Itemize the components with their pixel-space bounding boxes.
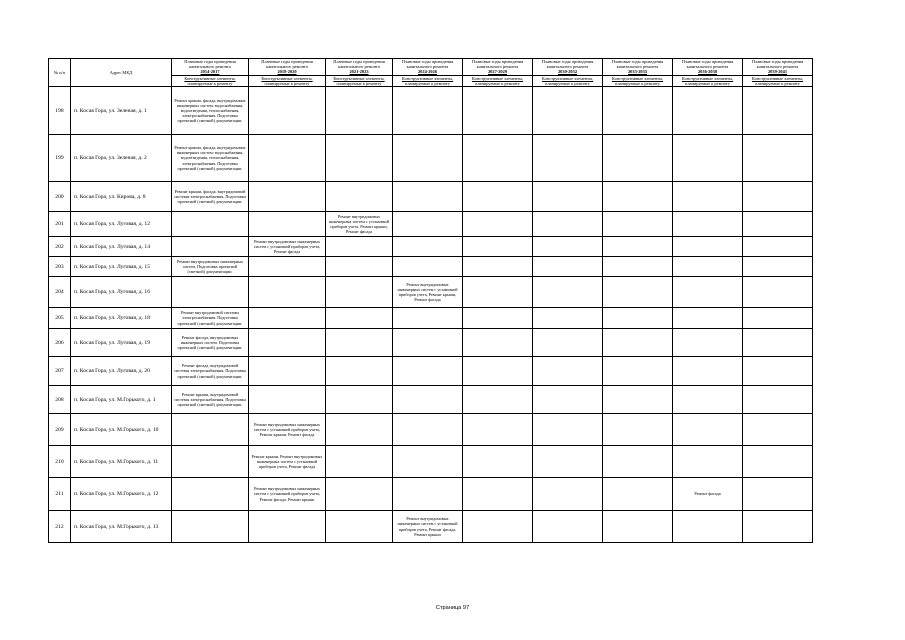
planned-works-cell (603, 329, 673, 357)
planned-works-cell (393, 329, 463, 357)
period-title: Плановые годы проведения капитального ремонта (401, 59, 454, 70)
row-number: 210 (49, 446, 71, 478)
planned-works-cell (326, 446, 393, 478)
planned-works-cell (326, 478, 393, 511)
planned-works-cell (673, 182, 743, 212)
planned-works-cell (673, 329, 743, 357)
row-number: 207 (49, 357, 71, 386)
table-row (49, 237, 813, 257)
planned-works-cell (463, 212, 533, 237)
column-header-period (603, 59, 673, 76)
table-row (49, 511, 813, 543)
planned-works-cell (172, 212, 249, 237)
table-row (49, 478, 813, 511)
planned-works-cell (743, 308, 813, 329)
planned-works-text: Ремонт внутридомовых инженерных систем с установкой приборов учета, Ремонт фасада, Ремонт крыши (253, 486, 321, 502)
planned-works-cell (326, 329, 393, 357)
table-row (49, 277, 813, 308)
row-number: 211 (49, 478, 71, 511)
planned-works-cell (533, 478, 603, 511)
planned-works-text: Ремонт фасада (694, 491, 721, 497)
row-number: 200 (49, 182, 71, 212)
planned-works-cell (393, 237, 463, 257)
period-title: Плановые годы проведения капитального ремонта (751, 59, 804, 70)
planned-works-cell (326, 237, 393, 257)
planned-works-cell (743, 237, 813, 257)
planned-works-cell (673, 357, 743, 386)
planned-works-cell (326, 511, 393, 543)
planned-works-cell (249, 182, 326, 212)
building-address: п. Косая Гора, ул. Луговая, д. 18 (71, 308, 172, 329)
planned-works-cell (172, 446, 249, 478)
planned-works-cell (463, 478, 533, 511)
planned-works-cell (393, 446, 463, 478)
planned-works-cell (249, 212, 326, 237)
column-header-period (172, 59, 249, 76)
planned-works-cell (673, 257, 743, 277)
planned-works-cell (673, 446, 743, 478)
row-number: 201 (49, 212, 71, 237)
period-years: 2018-2020 (277, 69, 297, 75)
planned-works-cell (603, 135, 673, 182)
building-address: п. Косая Гора, ул. Луговая, д. 12 (71, 212, 172, 237)
planned-works-cell (463, 182, 533, 212)
planned-works-cell (603, 237, 673, 257)
planned-works-cell (533, 212, 603, 237)
planned-works-cell (533, 277, 603, 308)
period-years: 2033-2035 (627, 69, 648, 75)
column-header-period (326, 59, 393, 76)
planned-works-cell (326, 257, 393, 277)
building-address: п. Косая Гора, ул. М.Горького, д. 13 (71, 511, 172, 543)
row-number: 199 (49, 135, 71, 182)
planned-works-cell (249, 478, 326, 511)
period-title: Плановые годы проведения капитального ремонта (611, 59, 664, 70)
column-header-period (393, 59, 463, 76)
planned-works-cell (463, 87, 533, 135)
planned-works-text: Ремонт крыши, фасада, внутридомовой системы электроснабжения. Подготовка проектной (сметной) документации. (174, 188, 246, 205)
planned-works-cell (172, 135, 249, 182)
column-subheader-elements: Конструктивные элементы, планируемые к ремонту (673, 75, 743, 86)
table-body (49, 87, 813, 543)
row-number: 208 (49, 386, 71, 414)
period-title: Плановые годы проведения капитального ремонта (471, 59, 524, 70)
building-address: п. Косая Гора, ул. Луговая, д. 15 (71, 257, 172, 277)
column-header-period (743, 59, 813, 76)
column-subheader-elements: Конструктивные элементы, планируемые к ремонту (393, 75, 463, 86)
period-years: 2039-2041 (767, 69, 788, 75)
planned-works-cell (326, 308, 393, 329)
planned-works-cell (533, 135, 603, 182)
column-header-number: № п/п (49, 59, 71, 87)
planned-works-cell (743, 212, 813, 237)
table-row (49, 212, 813, 237)
planned-works-cell (249, 135, 326, 182)
column-subheader-elements: Конструктивные элементы, планируемые к ремонту (463, 75, 533, 86)
planned-works-cell (393, 277, 463, 308)
page-number: Страница 97 (435, 605, 470, 611)
building-address: п. Косая Гора, ул. Луговая, д. 14 (71, 237, 172, 257)
planned-works-text: Ремонт внутридомовых инженерных систем с установкой приборов учета, Ремонт крыши, Ремонт фасада (329, 213, 389, 235)
planned-works-cell (533, 237, 603, 257)
row-number: 212 (49, 511, 71, 543)
planned-works-cell (673, 308, 743, 329)
table-row (49, 308, 813, 329)
planned-works-cell (603, 257, 673, 277)
planned-works-cell (743, 386, 813, 414)
planned-works-cell (249, 237, 326, 257)
planned-works-cell (533, 446, 603, 478)
planned-works-cell (673, 511, 743, 543)
planned-works-cell (463, 135, 533, 182)
planned-works-cell (393, 511, 463, 543)
planned-works-cell (172, 414, 249, 446)
planned-works-cell (172, 478, 249, 511)
planned-works-cell (533, 257, 603, 277)
table-row (49, 182, 813, 212)
column-subheader-elements: Конструктивные элементы, планируемые к ремонту (249, 75, 326, 86)
planned-works-cell (393, 308, 463, 329)
planned-works-cell (533, 357, 603, 386)
planned-works-cell (603, 511, 673, 543)
planned-works-cell (673, 386, 743, 414)
planned-works-cell (172, 329, 249, 357)
planned-works-cell (463, 308, 533, 329)
planned-works-cell (533, 87, 603, 135)
planned-works-cell (743, 135, 813, 182)
planned-works-cell (326, 212, 393, 237)
planned-works-cell (249, 511, 326, 543)
planned-works-cell (393, 87, 463, 135)
planned-works-cell (463, 329, 533, 357)
building-address: п. Косая Гора, ул. Зеленая, д. 2 (71, 135, 172, 182)
planned-works-cell (393, 414, 463, 446)
planned-works-cell (743, 87, 813, 135)
building-address: п. Косая Гора, ул. Луговая, д. 16 (71, 277, 172, 308)
building-address: п. Косая Гора, ул. Кирова, д. 8 (71, 182, 172, 212)
planned-works-cell (463, 277, 533, 308)
planned-works-cell (673, 478, 743, 511)
period-years: 2030-2032 (557, 69, 578, 75)
planned-works-cell (172, 511, 249, 543)
building-address: п. Косая Гора, ул. М.Горького, д. 12 (71, 478, 172, 511)
planned-works-cell (393, 386, 463, 414)
table-row (49, 87, 813, 135)
planned-works-cell (249, 257, 326, 277)
planned-works-cell (326, 135, 393, 182)
planned-works-text: Ремонт внутридомовых инженерных систем с установкой приборов учета, Ремонт фасада (253, 238, 321, 255)
planned-works-cell (463, 414, 533, 446)
planned-works-cell (533, 329, 603, 357)
building-address: п. Косая Гора, ул. М.Горького, д. 10 (71, 414, 172, 446)
planned-works-cell (393, 357, 463, 386)
planned-works-cell (172, 277, 249, 308)
row-number: 205 (49, 308, 71, 329)
building-address: п. Косая Гора, ул. Зеленая, д. 1 (71, 87, 172, 135)
row-number: 203 (49, 257, 71, 277)
planned-works-cell (603, 386, 673, 414)
building-address: п. Косая Гора, ул. Луговая, д. 19 (71, 329, 172, 357)
planned-works-cell (249, 446, 326, 478)
planned-works-text: Ремонт внутридомовых инженерных систем с установкой приборов учета, Ремонт крыши, Ремонт фасада (253, 421, 321, 438)
planned-works-cell (673, 414, 743, 446)
planned-works-cell (603, 87, 673, 135)
planned-works-cell (463, 511, 533, 543)
planned-works-cell (463, 386, 533, 414)
row-number: 206 (49, 329, 71, 357)
planned-works-cell (326, 277, 393, 308)
column-header-period (249, 59, 326, 76)
planned-works-cell (326, 182, 393, 212)
planned-works-cell (393, 212, 463, 237)
planned-works-cell (743, 182, 813, 212)
planned-works-cell (673, 87, 743, 135)
planned-works-cell (603, 277, 673, 308)
planned-works-cell (533, 414, 603, 446)
planned-works-text: Ремонт фасада, внутридомовой системы электроснабжения. Подготовка проектной (сметной) документации. (174, 363, 246, 379)
period-years: 2024-2026 (417, 69, 438, 75)
planned-works-text: Ремонт внутридомовых инженерных систем с установкой приборов учета, Ремонт фасада, Ремонт крыши (397, 516, 458, 537)
planned-works-cell (393, 478, 463, 511)
planned-works-cell (673, 237, 743, 257)
planned-works-cell (533, 386, 603, 414)
planned-works-cell (603, 478, 673, 511)
planned-works-cell (533, 182, 603, 212)
planned-works-cell (603, 182, 673, 212)
planned-works-cell (249, 414, 326, 446)
building-address: п. Косая Гора, ул. М.Горького, д. 11 (71, 446, 172, 478)
table-row (49, 357, 813, 386)
planned-works-cell (743, 329, 813, 357)
planned-works-cell (326, 87, 393, 135)
planned-works-text: Ремонт крыши, Ремонт внутридомовых инженерных систем с установкой приборов учета, Ремонт фасада (251, 453, 323, 470)
table-row (49, 386, 813, 414)
planned-works-cell (463, 357, 533, 386)
planned-works-cell (603, 357, 673, 386)
planned-works-text: Ремонт внутридомовой системы электроснабжения. Подготовка проектной (сметной) документации. (177, 310, 243, 326)
planned-works-cell (673, 135, 743, 182)
planned-works-cell (393, 135, 463, 182)
planned-works-text: Ремонт фасада, внутридомовых инженерных систем. Подготовка проектной (сметной) документации. (177, 334, 243, 351)
table-row (49, 446, 813, 478)
repair-schedule-table (48, 58, 813, 543)
planned-works-cell (743, 478, 813, 511)
planned-works-cell (603, 308, 673, 329)
period-title: Плановые годы проведения капитального ремонта (541, 59, 594, 70)
planned-works-text: Ремонт внутридомовых инженерных систем с установкой приборов учета, Ремонт крыши, Ремонт фасада (397, 281, 458, 303)
period-title: Плановые годы проведения капитального ремонта (333, 59, 385, 70)
table-header (49, 59, 813, 87)
row-number: 204 (49, 277, 71, 308)
planned-works-cell (172, 257, 249, 277)
period-title: Плановые годы проведения капитального ремонта (184, 59, 236, 70)
planned-works-cell (172, 182, 249, 212)
planned-works-cell (249, 329, 326, 357)
period-years: 2014-2017 (200, 69, 220, 75)
planned-works-cell (743, 446, 813, 478)
row-number: 198 (49, 87, 71, 135)
planned-works-cell (172, 357, 249, 386)
planned-works-cell (743, 257, 813, 277)
planned-works-cell (743, 511, 813, 543)
planned-works-cell (172, 386, 249, 414)
period-years: 2036-2038 (697, 69, 718, 75)
planned-works-text: Ремонт крыши, фасада, внутридомовых инженерных систем: водоснабжения, водоотведения, теплоснабжения, электроснабжения. Подготовка проектной (сметной) документации. (174, 145, 246, 171)
column-subheader-elements: Конструктивные элементы, планируемые к ремонту (172, 75, 249, 86)
planned-works-cell (533, 308, 603, 329)
planned-works-cell (249, 308, 326, 329)
planned-works-cell (743, 277, 813, 308)
planned-works-text: Ремонт крыши, внутридомовой системы электроснабжения. Подготовка проектной (сметной) документации. (174, 391, 246, 408)
planned-works-cell (249, 386, 326, 414)
period-title: Плановые годы проведения капитального ремонта (681, 59, 734, 70)
planned-works-cell (393, 182, 463, 212)
planned-works-cell (533, 511, 603, 543)
table-row (49, 257, 813, 277)
column-subheader-elements: Конструктивные элементы, планируемые к ремонту (533, 75, 603, 86)
planned-works-cell (463, 257, 533, 277)
planned-works-cell (172, 237, 249, 257)
period-years: 2021-2023 (349, 69, 369, 75)
planned-works-cell (743, 414, 813, 446)
row-number: 202 (49, 237, 71, 257)
planned-works-cell (673, 212, 743, 237)
column-subheader-elements: Конструктивные элементы, планируемые к ремонту (326, 75, 393, 86)
planned-works-cell (463, 446, 533, 478)
planned-works-text: Ремонт внутридомовых инженерных систем. Подготовка проектной (сметной) документации. (177, 258, 243, 275)
row-number: 209 (49, 414, 71, 446)
column-subheader-elements: Конструктивные элементы, планируемые к ремонту (743, 75, 813, 86)
planned-works-cell (172, 308, 249, 329)
planned-works-cell (463, 237, 533, 257)
table-row (49, 414, 813, 446)
planned-works-cell (249, 357, 326, 386)
table-row (49, 135, 813, 182)
building-address: п. Косая Гора, ул. Луговая, д. 20 (71, 357, 172, 386)
column-header-period (533, 59, 603, 76)
planned-works-cell (603, 446, 673, 478)
table-row (49, 329, 813, 357)
building-address: п. Косая Гора, ул. М.Горького, д. 1 (71, 386, 172, 414)
column-header-period (463, 59, 533, 76)
planned-works-cell (172, 87, 249, 135)
planned-works-cell (603, 212, 673, 237)
period-title: Плановые годы проведения капитального ремонта (261, 59, 313, 70)
planned-works-cell (326, 414, 393, 446)
column-header-period (673, 59, 743, 76)
column-subheader-elements: Конструктивные элементы, планируемые к ремонту (603, 75, 673, 86)
planned-works-cell (743, 357, 813, 386)
planned-works-cell (326, 357, 393, 386)
planned-works-cell (249, 87, 326, 135)
planned-works-cell (326, 386, 393, 414)
column-header-address: Адрес МКД (71, 59, 172, 87)
planned-works-cell (249, 277, 326, 308)
planned-works-cell (603, 414, 673, 446)
period-years: 2027-2029 (487, 69, 508, 75)
planned-works-cell (393, 257, 463, 277)
planned-works-cell (673, 277, 743, 308)
planned-works-text: Ремонт крыши, фасада, внутридомовых инженерных систем: водоснабжения, водоотведения, теплоснабжения, электроснабжения. Подготовка проектной (сметной) документации. (174, 97, 246, 124)
